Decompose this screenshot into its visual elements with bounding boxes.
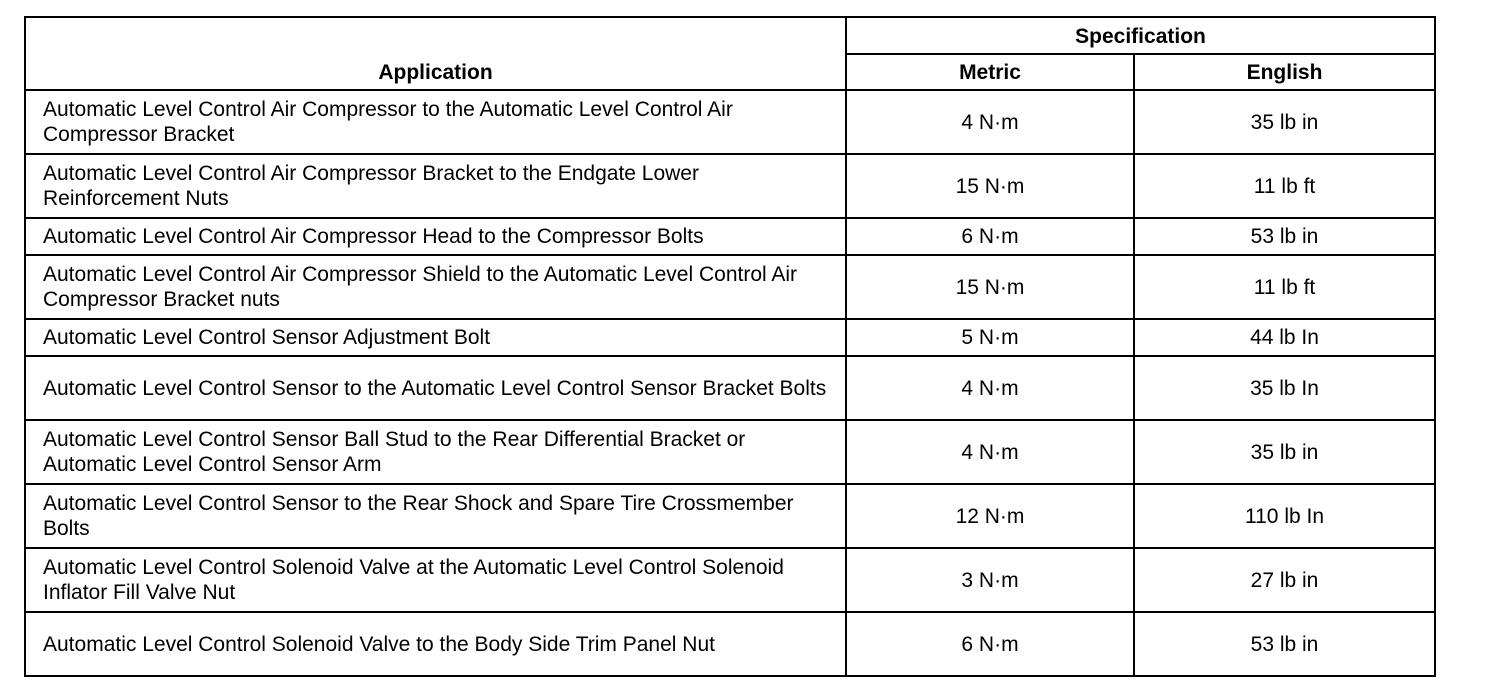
application-cell: Automatic Level Control Sensor Ball Stud to the Rear Differential Bracket or Automatic Level Control Sensor Arm xyxy=(25,420,846,484)
metric-cell: 12 N·m xyxy=(846,484,1134,548)
application-cell: Automatic Level Control Sensor to the Automatic Level Control Sensor Bracket Bolts xyxy=(25,356,846,420)
english-cell: 11 lb ft xyxy=(1134,154,1435,218)
table-row xyxy=(25,420,1435,484)
application-cell: Automatic Level Control Solenoid Valve to the Body Side Trim Panel Nut xyxy=(25,612,846,676)
table-row xyxy=(25,319,1435,356)
metric-cell: 4 N·m xyxy=(846,90,1134,154)
english-cell: 35 lb in xyxy=(1134,90,1435,154)
metric-cell: 6 N·m xyxy=(846,612,1134,676)
metric-header: Metric xyxy=(846,54,1134,90)
metric-cell: 15 N·m xyxy=(846,154,1134,218)
application-cell: Automatic Level Control Air Compressor Head to the Compressor Bolts xyxy=(25,218,846,255)
metric-cell: 15 N·m xyxy=(846,255,1134,319)
table-row xyxy=(25,484,1435,548)
english-cell: 44 lb In xyxy=(1134,319,1435,356)
metric-cell: 4 N·m xyxy=(846,420,1134,484)
application-cell: Automatic Level Control Air Compressor Shield to the Automatic Level Control Air Compressor Bracket nuts xyxy=(25,255,846,319)
english-cell: 35 lb in xyxy=(1134,420,1435,484)
application-cell: Automatic Level Control Sensor to the Rear Shock and Spare Tire Crossmember Bolts xyxy=(25,484,846,548)
metric-cell: 6 N·m xyxy=(846,218,1134,255)
application-cell: Automatic Level Control Solenoid Valve at the Automatic Level Control Solenoid Inflator Fill Valve Nut xyxy=(25,548,846,612)
english-header: English xyxy=(1134,54,1435,90)
metric-cell: 3 N·m xyxy=(846,548,1134,612)
metric-cell: 5 N·m xyxy=(846,319,1134,356)
english-cell: 35 lb In xyxy=(1134,356,1435,420)
table-row xyxy=(25,548,1435,612)
english-cell: 53 lb in xyxy=(1134,612,1435,676)
torque-specification-table xyxy=(24,16,1436,677)
table-row xyxy=(25,90,1435,154)
english-cell: 11 lb ft xyxy=(1134,255,1435,319)
english-cell: 110 lb In xyxy=(1134,484,1435,548)
application-cell: Automatic Level Control Sensor Adjustment Bolt xyxy=(25,319,846,356)
application-header: Application xyxy=(25,17,846,90)
table-row xyxy=(25,612,1435,676)
table-row xyxy=(25,356,1435,420)
application-cell: Automatic Level Control Air Compressor to the Automatic Level Control Air Compressor Bracket xyxy=(25,90,846,154)
table-row xyxy=(25,154,1435,218)
metric-cell: 4 N·m xyxy=(846,356,1134,420)
specification-header: Specification xyxy=(846,17,1435,54)
application-cell: Automatic Level Control Air Compressor Bracket to the Endgate Lower Reinforcement Nuts xyxy=(25,154,846,218)
english-cell: 27 lb in xyxy=(1134,548,1435,612)
table-row xyxy=(25,218,1435,255)
english-cell: 53 lb in xyxy=(1134,218,1435,255)
table-row xyxy=(25,255,1435,319)
